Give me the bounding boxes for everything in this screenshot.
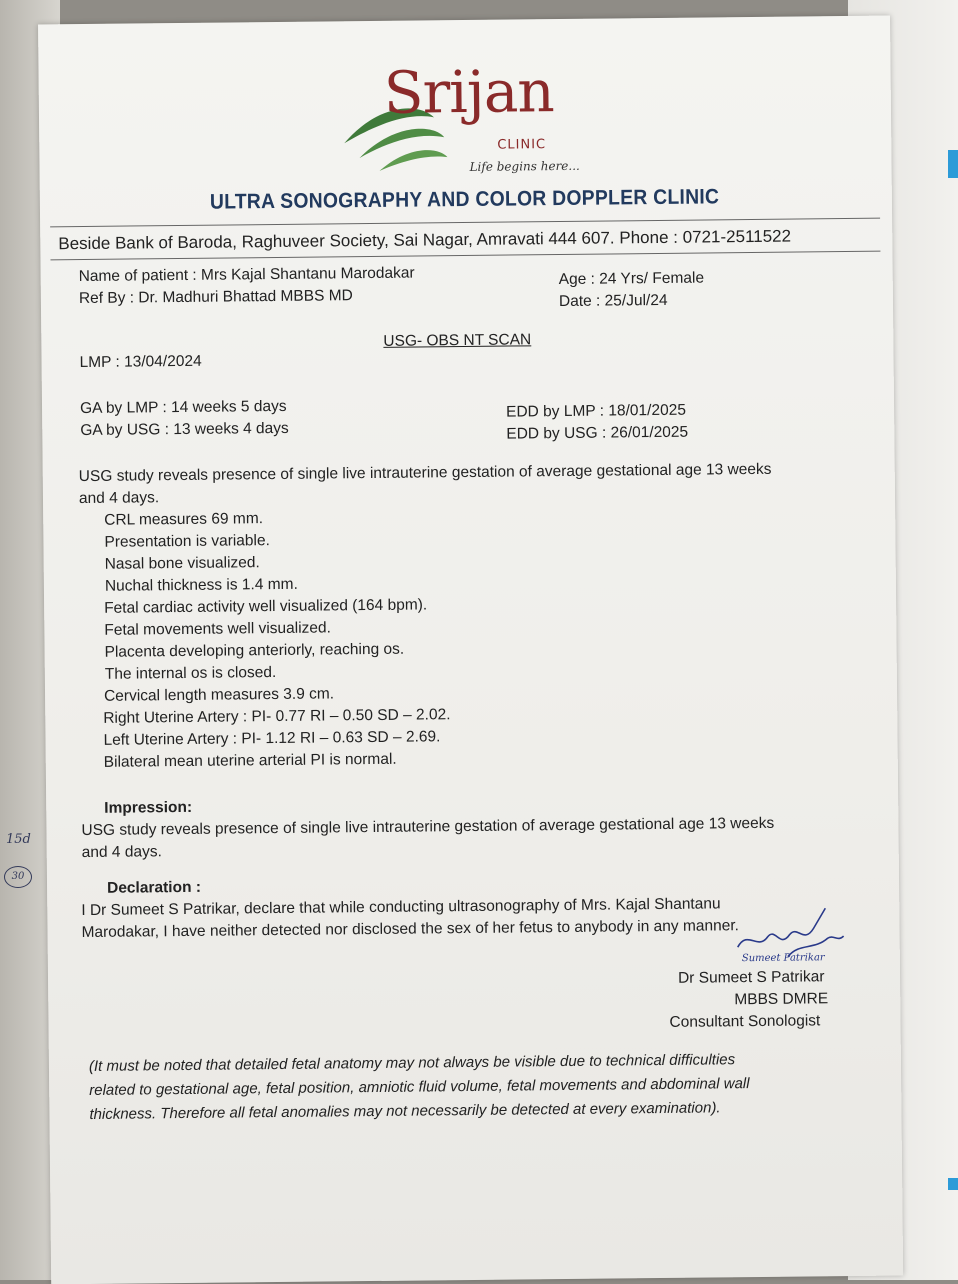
handwritten-circled-note: 30: [4, 866, 32, 888]
declaration-text: I Dr Sumeet S Patrikar, declare that while conducting ultrasonography of Mrs. Kajal Shantanu: [81, 895, 721, 920]
finding-item: Fetal movements well visualized.: [104, 619, 332, 639]
finding-item: Bilateral mean uterine arterial PI is normal.: [103, 750, 397, 771]
finding-item: Right Uterine Artery : PI- 0.77 RI – 0.50 SD – 2.02.: [103, 706, 451, 727]
finding-item: CRL measures 69 mm.: [104, 510, 264, 529]
finding-item: Left Uterine Artery : PI- 1.12 RI – 0.63 SD – 2.69.: [103, 728, 441, 749]
signature-text: Sumeet Patrikar: [741, 952, 825, 965]
impression-heading: Impression:: [104, 798, 193, 817]
handwritten-margin-note: 15d: [6, 832, 31, 847]
edd-by-usg: EDD by USG : 26/01/2025: [506, 423, 689, 443]
logo-tagline: Life begins here...: [469, 158, 580, 174]
signatory-role: Consultant Sonologist: [669, 1012, 821, 1031]
edd-by-lmp: EDD by LMP : 18/01/2025: [506, 401, 686, 421]
logo-wordmark: Srijan: [383, 57, 555, 127]
patient-age: Age : 24 Yrs/ Female: [558, 269, 705, 289]
disclaimer-text: thickness. Therefore all fetal anomalies may not necessarily be detected at every examination).: [89, 1099, 721, 1123]
referred-by: Ref By : Dr. Madhuri Bhattad MBBS MD: [78, 287, 353, 308]
patient-name: Name of patient : Mrs Kajal Shantanu Marodakar: [78, 264, 415, 286]
ga-by-usg: GA by USG : 13 weeks 4 days: [80, 419, 289, 440]
report-sheet: [38, 16, 903, 1284]
finding-item: Nuchal thickness is 1.4 mm.: [104, 575, 298, 595]
report-date: Date : 25/Jul/24: [558, 291, 668, 311]
findings-intro-cont: and 4 days.: [78, 489, 160, 508]
finding-item: Fetal cardiac activity well visualized (164 bpm).: [104, 596, 428, 617]
lmp-date: LMP : 13/04/2024: [79, 352, 202, 372]
finding-item: Cervical length measures 3.9 cm.: [103, 685, 335, 705]
declaration-heading: Declaration :: [106, 878, 202, 897]
clinic-address: Beside Bank of Baroda, Raghuveer Society, Sai Nagar, Amravati 444 607. Phone : 0721-2511522: [50, 218, 880, 261]
impression-text: USG study reveals presence of single live intrauterine gestation of average gestational age 13 weeks: [81, 814, 775, 840]
disclaimer-text: related to gestational age, fetal position, amniotic fluid volume, fetal movements and abdominal wall: [89, 1075, 750, 1099]
declaration-text-cont: Marodakar, I have neither detected nor disclosed the sex of her fetus to anybody in any manner.: [81, 917, 740, 942]
findings-intro: USG study reveals presence of single live intrauterine gestation of average gestational age 13 weeks: [78, 460, 772, 486]
finding-item: The internal os is closed.: [104, 664, 277, 683]
disclaimer-text: (It must be noted that detailed fetal anatomy may not always be visible due to technical difficulties: [88, 1051, 736, 1075]
signatory-name: Dr Sumeet S Patrikar: [677, 968, 825, 987]
clinic-title: ULTRA SONOGRAPHY AND COLOR DOPPLER CLINIC: [209, 185, 720, 214]
handwritten-signature: [727, 898, 848, 969]
logo-clinic-label: CLINIC: [497, 137, 547, 153]
signatory-degree: MBBS DMRE: [734, 990, 829, 1009]
blue-tab-marker: [948, 1178, 958, 1190]
impression-text-cont: and 4 days.: [81, 843, 162, 862]
finding-item: Nasal bone visualized.: [104, 554, 260, 573]
scan-title: USG- OBS NT SCAN: [383, 331, 532, 350]
ga-by-lmp: GA by LMP : 14 weeks 5 days: [79, 397, 287, 418]
blue-tab-marker: [948, 150, 958, 178]
finding-item: Presentation is variable.: [104, 532, 270, 551]
finding-item: Placenta developing anteriorly, reaching os.: [104, 640, 405, 661]
